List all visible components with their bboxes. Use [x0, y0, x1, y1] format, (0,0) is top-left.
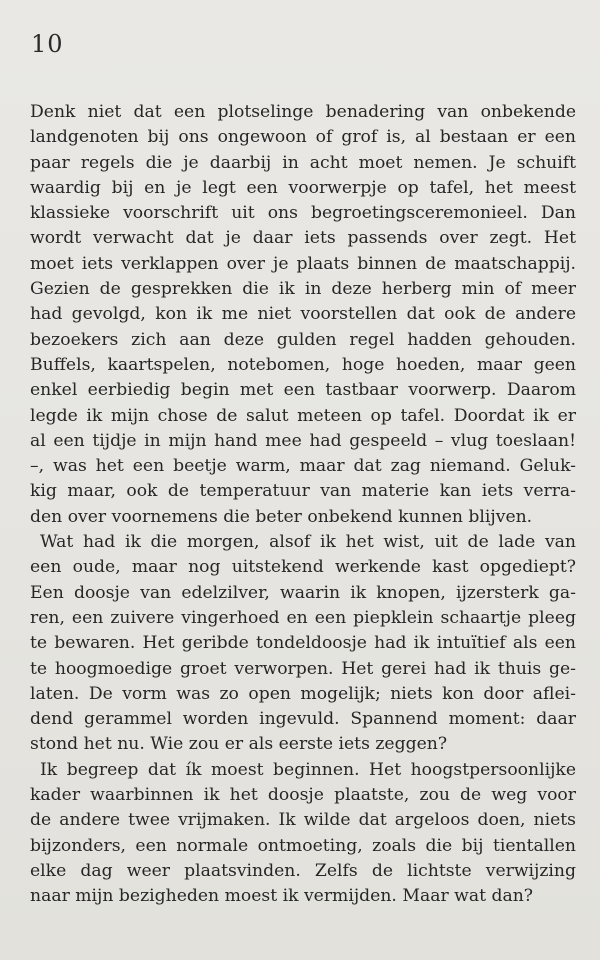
text-line: te bewaren. Het geribde tondeldoosje had ik intuïtief als een	[30, 633, 576, 654]
text-line: ren, een zuivere vingerhoed en een piepklein schaartje pleeg	[30, 607, 576, 628]
text-line: Wat had ik die morgen, alsof ik het wist, uit de lade van	[40, 532, 576, 553]
text-line: al een tijdje in mijn hand mee had gespeeld – vlug toeslaan!	[30, 430, 576, 451]
text-line: kader waarbinnen ik het doosje plaatste, zou de weg voor	[30, 785, 576, 806]
text-line: Gezien de gesprekken die ik in deze herberg min of meer	[30, 279, 576, 300]
text-line: paar regels die je daarbij in acht moet nemen. Je schuift	[30, 152, 576, 173]
page-number: 10	[31, 30, 64, 58]
text-line: elke dag weer plaatsvinden. Zelfs de lichtste verwijzing	[30, 860, 576, 881]
text-line: legde ik mijn chose de salut meteen op tafel. Doordat ik er	[30, 405, 576, 426]
text-line: dend gerammel worden ingevuld. Spannend moment: daar	[30, 709, 576, 730]
text-line: bijzonders, een normale ontmoeting, zoals die bij tientallen	[30, 835, 576, 856]
body-text	[30, 100, 576, 910]
text-line: te hoogmoedige groet verworpen. Het gerei had ik thuis ge-	[30, 658, 576, 679]
text-line: den over voornemens die beter onbekend kunnen blijven.	[30, 506, 533, 527]
text-line: naar mijn bezigheden moest ik vermijden. Maar wat dan?	[30, 886, 533, 907]
text-line: had gevolgd, kon ik me niet voorstellen dat ook de andere	[30, 304, 576, 325]
text-line: moet iets verklappen over je plaats binnen de maatschappij.	[30, 253, 576, 274]
text-line: stond het nu. Wie zou er als eerste iets zeggen?	[30, 734, 448, 755]
text-line: landgenoten bij ons ongewoon of grof is, al bestaan er een	[30, 127, 576, 148]
text-line: de andere twee vrijmaken. Ik wilde dat argeloos doen, niets	[30, 810, 576, 831]
text-line: enkel eerbiedig begin met een tastbaar voorwerp. Daarom	[30, 380, 576, 401]
text-line: klassieke voorschrift uit ons begroetingsceremonieel. Dan	[30, 203, 576, 224]
text-line: Denk niet dat een plotselinge benadering van onbekende	[30, 102, 576, 122]
text-line: laten. De vorm was zo open mogelijk; niets kon door aflei-	[30, 683, 576, 704]
text-line: –, was het een beetje warm, maar dat zag niemand. Geluk-	[30, 456, 576, 477]
text-line: een oude, maar nog uitstekend werkende kast opgediept?	[30, 557, 576, 578]
paragraph	[30, 758, 576, 910]
text-line: Buffels, kaartspelen, notebomen, hoge hoeden, maar geen	[30, 354, 576, 375]
text-line: kig maar, ook de temperatuur van materie kan iets verra-	[30, 481, 576, 502]
paragraph	[30, 530, 576, 758]
text-line: Ik begreep dat ík moest beginnen. Het hoogstpersoonlijke	[40, 759, 576, 780]
paragraph	[30, 100, 576, 530]
text-line: bezoekers zich aan deze gulden regel hadden gehouden.	[30, 329, 576, 350]
text-line: waardig bij en je legt een voorwerpje op tafel, het meest	[30, 177, 576, 198]
text-line: Een doosje van edelzilver, waarin ik knopen, ijzersterk ga-	[30, 582, 576, 603]
text-line: wordt verwacht dat je daar iets passends over zegt. Het	[30, 228, 576, 249]
